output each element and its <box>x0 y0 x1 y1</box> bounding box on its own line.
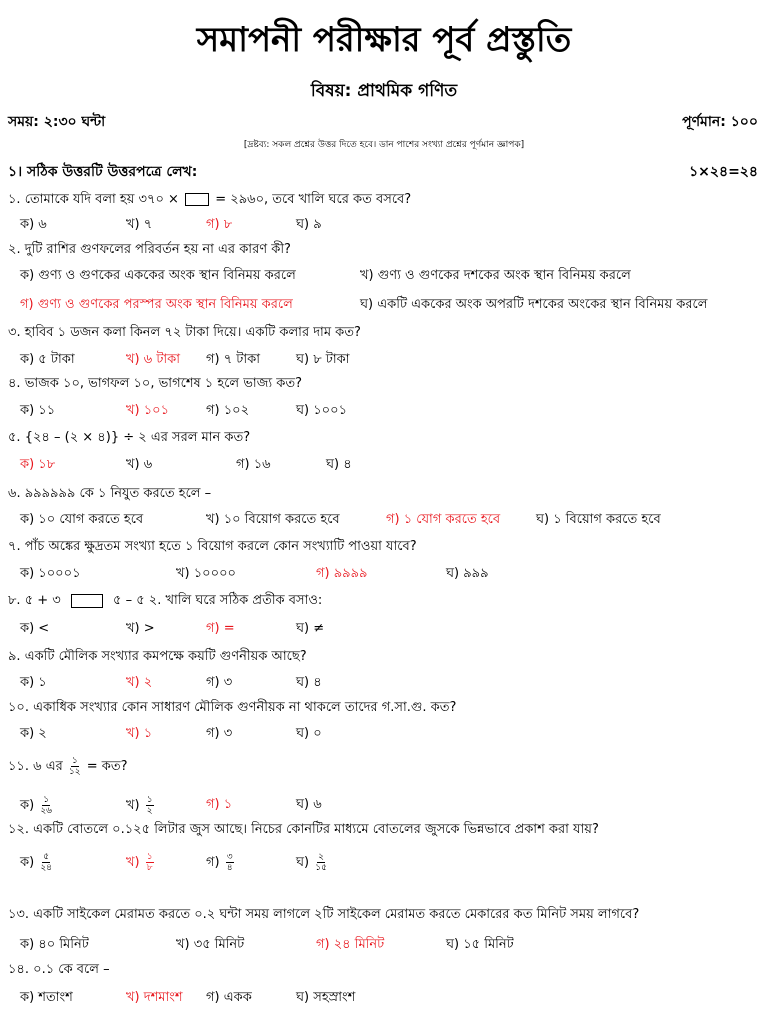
option-2-2: খ) গুণ্য ও গুণকের দশকের অংক স্থান বিনিময় করলে <box>360 268 631 283</box>
option-14-3: গ) একক <box>206 990 252 1005</box>
option-fraction: $\frac{৫}{২৪}$ <box>40 852 53 873</box>
question-11 <box>8 756 128 778</box>
option-3-2: খ) ৬ টাকা <box>126 352 181 367</box>
option-10-3: গ) ৩ <box>206 726 233 741</box>
question-13: ১৩. একটি সাইকেল মেরামত করতে ০.২ ঘন্টা সময় লাগলে ২টি সাইকেল মেরামত করতে মেকারের কত মিনিট সময় লাগবে? <box>8 907 640 922</box>
question-fraction: $\frac{১}{১২}$ <box>68 756 81 777</box>
option-fraction: $\frac{১}{২৬}$ <box>40 795 53 816</box>
option-9-4: ঘ) ৪ <box>296 675 322 690</box>
exam-time: সময়: ২:৩০ ঘন্টা <box>8 114 106 130</box>
option-14-4: ঘ) সহস্রাংশ <box>296 990 356 1005</box>
option-fraction: $\frac{১}{২}$ <box>146 795 153 816</box>
option-7-4: ঘ) ৯৯৯ <box>446 566 489 581</box>
question-14: ১৪. ০.১ কে বলে – <box>8 962 110 977</box>
option-6-4: ঘ) ১ বিয়োগ করতে হবে <box>536 512 661 527</box>
option-14-1: ক) শতাংশ <box>20 990 73 1005</box>
option-8-3: গ) = <box>206 621 235 636</box>
option-9-2: খ) ২ <box>126 675 153 690</box>
option-2-3: গ) গুণ্য ও গুণকের পরস্পর অংক স্থান বিনিময় করলে <box>20 297 293 312</box>
option-12-3 <box>206 852 236 874</box>
option-fraction: $\frac{১}{৮}$ <box>146 852 153 873</box>
option-9-1: ক) ১ <box>20 675 47 690</box>
question-8 <box>8 591 322 612</box>
option-6-2: খ) ১০ বিয়োগ করতে হবে <box>206 512 340 527</box>
option-12-2 <box>126 852 156 874</box>
option-1-2: খ) ৭ <box>126 217 153 232</box>
option-11-3 <box>206 795 232 816</box>
question-12: ১২. একটি বোতলে ০.১২৫ লিটার জুস আছে। নিচের কোনটির মাধ্যমে বোতলের জুসকে ভিন্নভাবে প্রকাশ করা যায়? <box>8 822 599 837</box>
option-4-1: ক) ১১ <box>20 403 56 418</box>
subject-line: বিষয়: প্রাথমিক গণিত <box>310 81 458 101</box>
option-fraction: $\frac{২}{১৫}$ <box>315 852 327 873</box>
option-13-4: ঘ) ১৫ মিনিট <box>446 937 514 952</box>
question-text: ৫ – ৫ ২. খালি ঘরে সঠিক প্রতীক বসাও: <box>108 593 323 608</box>
option-label: খ) <box>126 798 144 813</box>
option-10-4: ঘ) ০ <box>296 726 322 741</box>
question-3: ৩. হাবিব ১ ডজন কলা কিনল ৭২ টাকা দিয়ে। একটি কলার দাম কত? <box>8 325 361 340</box>
option-13-2: খ) ৩৫ মিনিট <box>176 937 245 952</box>
option-5-3: গ) ১৬ <box>236 457 271 472</box>
blank-box <box>185 193 209 206</box>
option-1-4: ঘ) ৯ <box>296 217 322 232</box>
option-13-1: ক) ৪০ মিনিট <box>20 937 89 952</box>
option-7-1: ক) ১০০০১ <box>20 566 81 581</box>
option-8-4: ঘ) ≠ <box>296 621 325 636</box>
option-7-3: গ) ৯৯৯৯ <box>316 566 368 581</box>
option-label: গ) <box>206 855 224 870</box>
option-1-3: গ) ৮ <box>206 217 233 232</box>
option-label: খ) <box>126 855 144 870</box>
option-label: ক) <box>20 798 39 813</box>
option-11-1 <box>20 795 54 817</box>
option-9-3: গ) ৩ <box>206 675 233 690</box>
option-2-4: ঘ) একটি এককের অংক অপরটি দশকের অংকের স্থান বিনিময় করলে <box>360 297 708 312</box>
option-13-3: গ) ২৪ মিনিট <box>316 937 385 952</box>
question-10: ১০. একাধিক সংখ্যার কোন সাধারণ মৌলিক গুণনীয়ক না থাকলে তাদের গ.সা.গু. কত? <box>8 700 457 715</box>
full-marks: পূর্ণমান: ১০০ <box>682 114 758 130</box>
option-5-1: ক) ১৮ <box>20 457 56 472</box>
question-4: ৪. ভাজক ১০, ভাগফল ১০, ভাগশেষ ১ হলে ভাজ্য কত? <box>8 376 302 391</box>
question-text: ৮. ৫ + ৩ <box>8 593 65 608</box>
question-text: = ২৯৬০, তবে খালি ঘরে কত বসবে? <box>211 192 412 207</box>
option-3-3: গ) ৭ টাকা <box>206 352 261 367</box>
question-5: ৫. {২৪ – (২ × ৪)} ÷ ২ এর সরল মান কত? <box>8 430 251 445</box>
option-5-4: ঘ) ৪ <box>326 457 352 472</box>
option-label: ক) <box>20 855 39 870</box>
section-title: ১। সঠিক উত্তরটি উত্তরপত্রে লেখ: <box>8 164 198 180</box>
question-1 <box>8 190 411 211</box>
option-10-1: ক) ২ <box>20 726 47 741</box>
question-9: ৯. একটি মৌলিক সংখ্যার কমপক্ষে কয়টি গুণনীয়ক আছে? <box>8 649 307 664</box>
blank-box <box>71 594 103 608</box>
option-6-1: ক) ১০ যোগ করতে হবে <box>20 512 144 527</box>
question-text: ১. তোমাকে যদি বলা হয় ৩৭০ × <box>8 192 184 207</box>
option-12-4 <box>296 852 329 874</box>
question-2: ২. দুটি রাশির গুণফলের পরিবর্তন হয় না এর কারণ কী? <box>8 242 291 257</box>
option-14-2: খ) দশমাংশ <box>126 990 183 1005</box>
question-7: ৭. পাঁচ অঙ্কের ক্ষুদ্রতম সংখ্যা হতে ১ বিয়োগ করলে কোন সংখ্যাটি পাওয়া যাবে? <box>8 539 417 554</box>
option-4-4: ঘ) ১০০১ <box>296 403 348 418</box>
option-3-1: ক) ৫ টাকা <box>20 352 75 367</box>
option-1-1: ক) ৬ <box>20 217 47 232</box>
option-5-2: খ) ৬ <box>126 457 153 472</box>
instruction-note: [দ্রষ্টব্য: সকল প্রশ্নের উত্তর দিতে হবে। ডান পাশের সংখ্যা প্রশ্নের পূর্ণমান জ্ঞাপক] <box>243 140 525 150</box>
option-label: ঘ) ৬ <box>296 797 322 812</box>
option-fraction: $\frac{৩}{৪}$ <box>226 852 233 873</box>
question-text: = কত? <box>82 759 128 774</box>
section-marks: ১×২৪=২৪ <box>689 164 758 180</box>
option-6-3: গ) ১ যোগ করতে হবে <box>386 512 501 527</box>
option-8-2: খ) > <box>126 621 155 636</box>
option-11-4 <box>296 795 322 816</box>
option-8-1: ক) < <box>20 621 50 636</box>
question-6: ৬. ৯৯৯৯৯৯ কে ১ নিযুত করতে হলে – <box>8 486 212 501</box>
option-4-3: গ) ১০২ <box>206 403 250 418</box>
option-7-2: খ) ১০০০০ <box>176 566 236 581</box>
option-2-1: ক) গুণ্য ও গুণকের এককের অংক স্থান বিনিময় করলে <box>20 268 296 283</box>
option-label: গ) ১ <box>206 797 233 812</box>
option-label: ঘ) <box>296 855 314 870</box>
option-11-2 <box>126 795 156 817</box>
question-text: ১১. ৬ এর <box>8 759 67 774</box>
option-10-2: খ) ১ <box>126 726 153 741</box>
page-title: সমাপনী পরীক্ষার পূর্ব প্রস্তুতি <box>196 20 572 60</box>
option-4-2: খ) ১০১ <box>126 403 170 418</box>
option-3-4: ঘ) ৮ টাকা <box>296 352 350 367</box>
option-12-1 <box>20 852 54 874</box>
